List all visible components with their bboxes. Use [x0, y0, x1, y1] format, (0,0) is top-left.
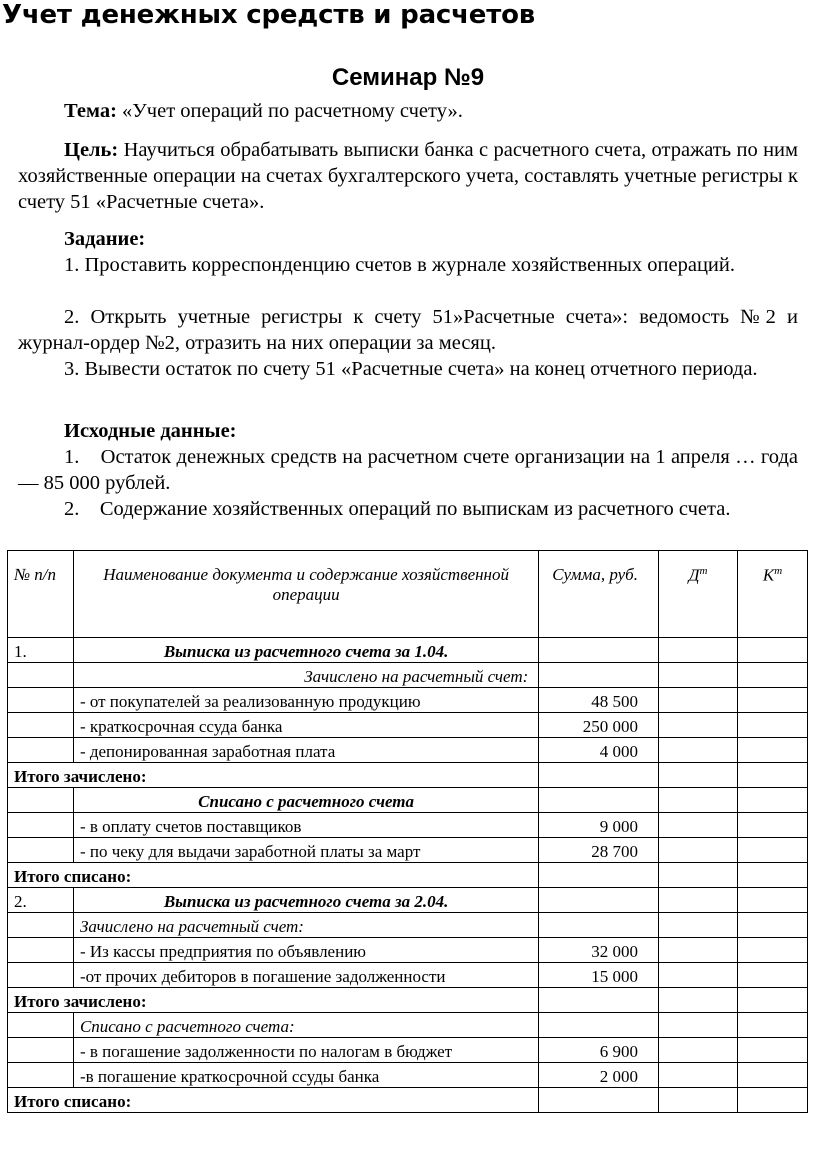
row-sum: 250 000	[539, 713, 659, 738]
table-row	[8, 638, 808, 663]
row-sum: 6 900	[539, 1038, 659, 1063]
header-num: № п/п	[8, 551, 74, 638]
header-sum: Сумма, руб.	[539, 551, 659, 638]
row-num	[8, 1013, 74, 1038]
row-sum	[539, 888, 659, 913]
row-sum	[539, 913, 659, 938]
row-sum: 2 000	[539, 1063, 659, 1088]
table-row	[8, 863, 808, 888]
row-debit	[658, 963, 737, 988]
row-credit	[738, 838, 808, 863]
row-name: - по чеку для выдачи заработной платы за март	[73, 838, 538, 863]
row-sum	[539, 763, 659, 788]
goal-label: Цель:	[64, 139, 119, 161]
row-num	[8, 813, 74, 838]
task-item-1: 1. Проставить корреспонденцию счетов в журнале хозяйственных операций.	[64, 254, 735, 276]
theme-label: Тема:	[64, 100, 117, 122]
row-credit	[738, 638, 808, 663]
row-name: - депонированная заработная плата	[73, 738, 538, 763]
source-heading	[18, 418, 798, 444]
table-row	[8, 663, 808, 688]
row-name: - Из кассы предприятия по объявлению	[73, 938, 538, 963]
row-num: 2.	[8, 888, 74, 913]
table-row	[8, 838, 808, 863]
table-row	[8, 763, 808, 788]
row-debit	[658, 1063, 737, 1088]
goal-paragraph	[18, 137, 798, 215]
source-item-2: 2. Содержание хозяйственных операций по выпискам из расчетного счета.	[64, 498, 731, 520]
row-sum	[539, 863, 659, 888]
row-num	[8, 713, 74, 738]
row-num	[8, 1063, 74, 1088]
row-name: Зачислено на расчетный счет:	[73, 913, 538, 938]
row-debit	[658, 988, 737, 1013]
task-item-2: 2. Открыть учетные регистры к счету 51»Расчетные счета»: ведомость №2 и журнал-ордер №2, отразить на них операции за месяц.	[18, 306, 798, 354]
goal-text: Научиться обрабатывать выписки банка с расчетного счета, отражать по ним хозяйственные операции на счетах бухгалтерского учета, составлять учетные регистры к счету 51 «Расчетные счета».	[18, 139, 798, 213]
row-credit	[738, 1088, 808, 1113]
row-sum: 4 000	[539, 738, 659, 763]
row-name: - в погашение задолженности по налогам в бюджет	[73, 1038, 538, 1063]
row-debit	[658, 938, 737, 963]
row-credit	[738, 688, 808, 713]
row-sum	[539, 638, 659, 663]
table-row	[8, 1038, 808, 1063]
row-debit	[658, 1038, 737, 1063]
row-credit	[738, 963, 808, 988]
row-name: -от прочих дебиторов в погашение задолженности	[73, 963, 538, 988]
row-total-label: Итого зачислено:	[8, 763, 539, 788]
row-credit	[738, 763, 808, 788]
table-row	[8, 938, 808, 963]
row-num	[8, 788, 74, 813]
row-total-label: Итого списано:	[8, 863, 539, 888]
row-sum: 48 500	[539, 688, 659, 713]
row-debit	[658, 1013, 737, 1038]
row-credit	[738, 713, 808, 738]
source-item-1: 1. Остаток денежных средств на расчетном счете организации на 1 апреля … года — 85 000 рублей.	[18, 446, 804, 494]
theme-text: «Учет операций по расчетному счету».	[116, 100, 463, 122]
table-row	[8, 1088, 808, 1113]
row-total-label: Итого списано:	[8, 1088, 539, 1113]
row-name: - в оплату счетов поставщиков	[73, 813, 538, 838]
table-row	[8, 1013, 808, 1038]
row-sum	[539, 788, 659, 813]
task-label: Задание:	[64, 228, 146, 250]
row-sum: 15 000	[539, 963, 659, 988]
header-debit: $Д^т$	[658, 551, 737, 638]
row-debit	[658, 813, 737, 838]
row-credit	[738, 913, 808, 938]
table-row	[8, 813, 808, 838]
seminar-heading: Семинар №9	[331, 64, 485, 91]
row-credit	[738, 938, 808, 963]
table-row	[8, 688, 808, 713]
row-num	[8, 838, 74, 863]
row-debit	[658, 763, 737, 788]
row-debit	[658, 638, 737, 663]
row-credit	[738, 863, 808, 888]
row-debit	[658, 1088, 737, 1113]
row-sum	[539, 663, 659, 688]
table-row	[8, 988, 808, 1013]
row-name: Списано с расчетного счета:	[73, 1013, 538, 1038]
row-debit	[658, 838, 737, 863]
header-name: Наименование документа и содержание хозяйственной операции	[73, 551, 538, 638]
row-credit	[738, 738, 808, 763]
row-num	[8, 963, 74, 988]
row-num	[8, 688, 74, 713]
row-sum: 28 700	[539, 838, 659, 863]
row-credit	[738, 788, 808, 813]
source-label: Исходные данные:	[64, 420, 237, 442]
row-debit	[658, 888, 737, 913]
table-row	[8, 738, 808, 763]
theme-paragraph	[18, 98, 798, 124]
table-row	[8, 713, 808, 738]
row-credit	[738, 663, 808, 688]
row-name: Списано с расчетного счета	[73, 788, 538, 813]
row-credit	[738, 813, 808, 838]
table-row	[8, 913, 808, 938]
row-debit	[658, 788, 737, 813]
row-credit	[738, 1013, 808, 1038]
page-title: Учет денежных средств и расчетов	[2, 0, 535, 30]
row-name: Зачислено на расчетный счет:	[73, 663, 538, 688]
table-header-row	[8, 551, 808, 638]
row-debit	[658, 913, 737, 938]
row-num	[8, 938, 74, 963]
row-debit	[658, 738, 737, 763]
row-name: - от покупателей за реализованную продукцию	[73, 688, 538, 713]
row-sum	[539, 988, 659, 1013]
row-sum	[539, 1013, 659, 1038]
row-name: - краткосрочная ссуда банка	[73, 713, 538, 738]
row-debit	[658, 688, 737, 713]
row-credit	[738, 1038, 808, 1063]
table-row	[8, 788, 808, 813]
row-sum: 9 000	[539, 813, 659, 838]
row-debit	[658, 863, 737, 888]
row-name: Выписка из расчетного счета за 1.04.	[73, 638, 538, 663]
row-debit	[658, 713, 737, 738]
row-total-label: Итого зачислено:	[8, 988, 539, 1013]
row-credit	[738, 988, 808, 1013]
task-item-3: 3. Вывести остаток по счету 51 «Расчетные счета» на конец отчетного периода.	[64, 358, 758, 380]
table-row	[8, 963, 808, 988]
table-row	[8, 888, 808, 913]
row-sum	[539, 1088, 659, 1113]
row-num	[8, 913, 74, 938]
table-row	[8, 1063, 808, 1088]
header-credit: $К^т$	[738, 551, 808, 638]
task-heading	[18, 226, 798, 252]
row-num: 1.	[8, 638, 74, 663]
row-name: -в погашение краткосрочной ссуды банка	[73, 1063, 538, 1088]
row-credit	[738, 1063, 808, 1088]
row-credit	[738, 888, 808, 913]
row-debit	[658, 663, 737, 688]
operations-table	[7, 550, 808, 1113]
row-num	[8, 663, 74, 688]
row-num	[8, 738, 74, 763]
row-sum: 32 000	[539, 938, 659, 963]
row-name: Выписка из расчетного счета за 2.04.	[73, 888, 538, 913]
row-num	[8, 1038, 74, 1063]
